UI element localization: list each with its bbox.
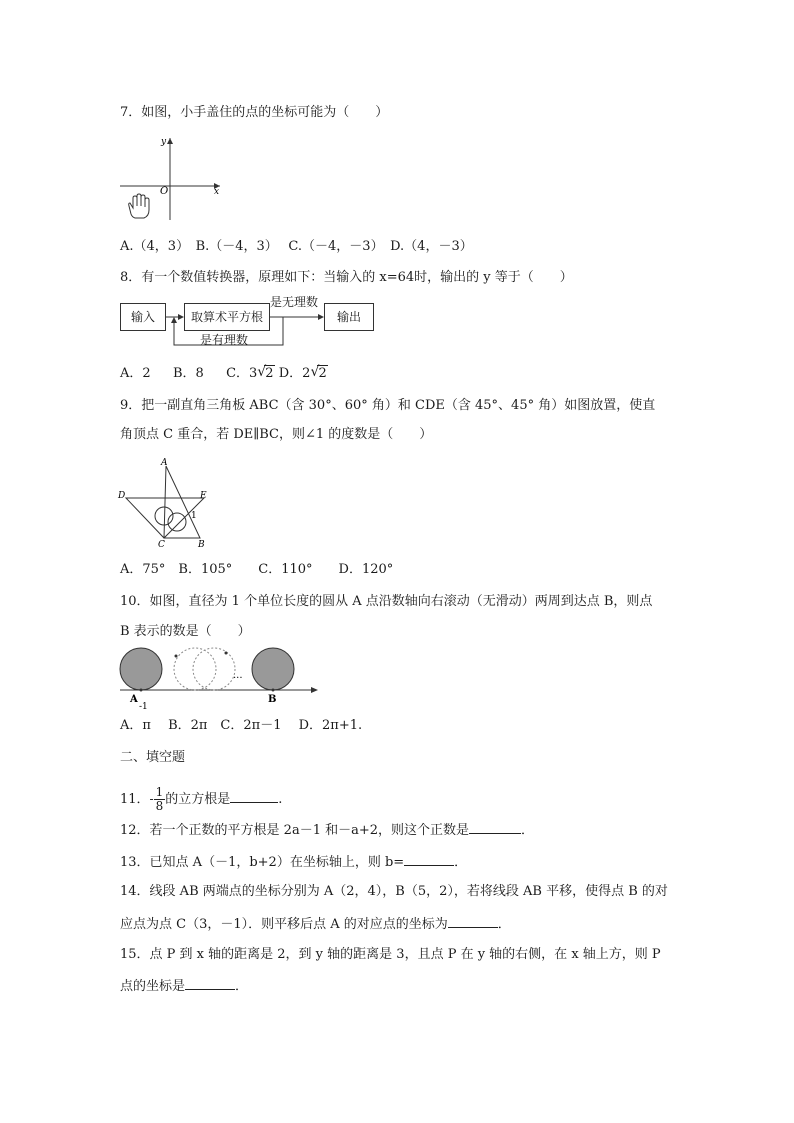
q11-answer-blank[interactable]: [230, 789, 278, 803]
q12: [120, 820, 534, 840]
q10-line2: B 表示的数是（ ）: [120, 624, 251, 639]
q14-line2-text: 应点为点 C（3，－1）．则平移后点 A 的对应点的坐标为: [120, 917, 448, 932]
q10-circle-end: [252, 648, 294, 690]
q14-end: ．: [497, 917, 511, 932]
q10-rolling-circle-1: [174, 648, 216, 690]
q7-y-label: y: [161, 137, 167, 147]
q9-line2: 角顶点 C 重合，若 DE∥BC，则∠1 的度数是（ ）: [120, 427, 433, 442]
q8-options: [120, 365, 328, 383]
q13-text: 13．已知点 A（－1，b+2）在坐标轴上，则 b=: [120, 855, 405, 870]
q11-fraction: $\frac{1}{8}$: [155, 785, 164, 813]
q15-line2-text: 点的坐标是: [120, 979, 186, 994]
q12-answer-blank[interactable]: [469, 820, 521, 834]
q8-opt-c-coef: 3: [249, 366, 258, 381]
q9-label-b: B: [198, 540, 205, 550]
q11-end: .: [278, 792, 283, 807]
q15-end: ．: [235, 979, 249, 994]
q8-opt-c: C．: [226, 366, 250, 381]
q10-line1: 10．如图，直径为 1 个单位长度的圆从 A 点沿数轴向右滚动（无滑动）两周到达点 B，则点: [120, 594, 653, 609]
q10-label-neg1: -1: [139, 702, 148, 712]
q14-answer-blank[interactable]: [448, 914, 498, 928]
q8-sqrt-box: 取算术平方根: [184, 303, 270, 331]
q11-suffix: 的立方根是: [165, 792, 231, 807]
q14-line2: [120, 914, 511, 934]
q8-input-box: 输入: [120, 303, 166, 331]
q9-label-1: 1: [191, 511, 197, 521]
q9-label-a: A: [161, 458, 168, 468]
q8-opt-d-coef: 2: [302, 366, 311, 381]
q11-prefix: 11．: [120, 792, 150, 807]
q8-figure: [118, 295, 378, 355]
hand-icon: [129, 194, 149, 218]
q9-label-c: C: [158, 540, 165, 550]
q12-text: 12．若一个正数的平方根是 2a－1 和－a+2，则这个正数是: [120, 823, 470, 838]
q8-opt-d: D．: [278, 366, 303, 381]
q10-circle-start: [120, 648, 162, 690]
q13-end: ．: [454, 855, 468, 870]
q9-label-e: E: [200, 491, 207, 501]
q10-dots: ...: [233, 670, 243, 681]
section2-title: 二、填空题: [120, 750, 186, 765]
q10-figure: [116, 646, 322, 712]
q15-answer-blank[interactable]: [185, 976, 235, 990]
q8-opt-b: B．8: [172, 366, 204, 381]
q10-label-b: B: [268, 694, 277, 705]
q7-y-arrow: [167, 138, 173, 144]
q9-figure: [116, 456, 216, 550]
q8-rational-label: 是有理数: [200, 333, 249, 347]
q10-point-a: [140, 689, 143, 692]
q15-line2: [120, 976, 248, 996]
q10-label-a: A: [130, 694, 138, 705]
q13: [120, 852, 467, 872]
q8-opt-a: A．2: [120, 366, 151, 381]
q8-output-box: 输出: [324, 303, 374, 331]
q7-stem: 7．如图，小手盖住的点的坐标可能为（ ）: [120, 105, 389, 120]
q10-axis-arrow: [311, 687, 318, 693]
q15-line1: 15．点 P 到 x 轴的距离是 2，到 y 轴的距离是 3，且点 P 在 y 轴的右侧，在 x 轴上方，则 P: [120, 947, 661, 962]
q7-figure: [118, 134, 228, 224]
q8-irrational-label: 是无理数: [270, 295, 319, 309]
q8-opt-d-sqrt: √ 2: [310, 364, 327, 381]
q11: [120, 782, 282, 816]
q10-rolling-circle-2: [193, 648, 235, 690]
q13-answer-blank[interactable]: [404, 852, 454, 866]
q11-fraction-sign: -: [149, 792, 154, 806]
q10-point-b: [272, 689, 275, 692]
q9-label-d: D: [118, 491, 126, 501]
q10-start-point-mark: [175, 655, 178, 658]
q10-options: A．π B．2π C．2π－1 D．2π+1.: [120, 718, 363, 733]
q9-options: A．75° B．105° C．110° D．120°: [120, 562, 394, 577]
q7-options: A.（4，3） B.（－4，3） C.（－4，－3） D.（4，－3）: [120, 239, 473, 254]
q10-mid-point-mark: [225, 652, 228, 655]
q9-line1: 9．把一副直角三角板 ABC（含 30°、60° 角）和 CDE（含 45°、45° 角）如图放置，使直: [120, 398, 656, 413]
q8-opt-c-sqrt: √ 2: [257, 364, 274, 381]
q8-stem: 8．有一个数值转换器，原理如下：当输入的 x=64时，输出的 y 等于（ ）: [120, 270, 573, 285]
q14-line1: 14．线段 AB 两端点的坐标分别为 A（2，4），B（5，2），若将线段 AB 平移，使得点 B 的对: [120, 884, 668, 899]
q7-x-label: x: [214, 187, 220, 197]
q7-origin-label: O: [160, 186, 169, 197]
q12-end: ．: [521, 823, 535, 838]
